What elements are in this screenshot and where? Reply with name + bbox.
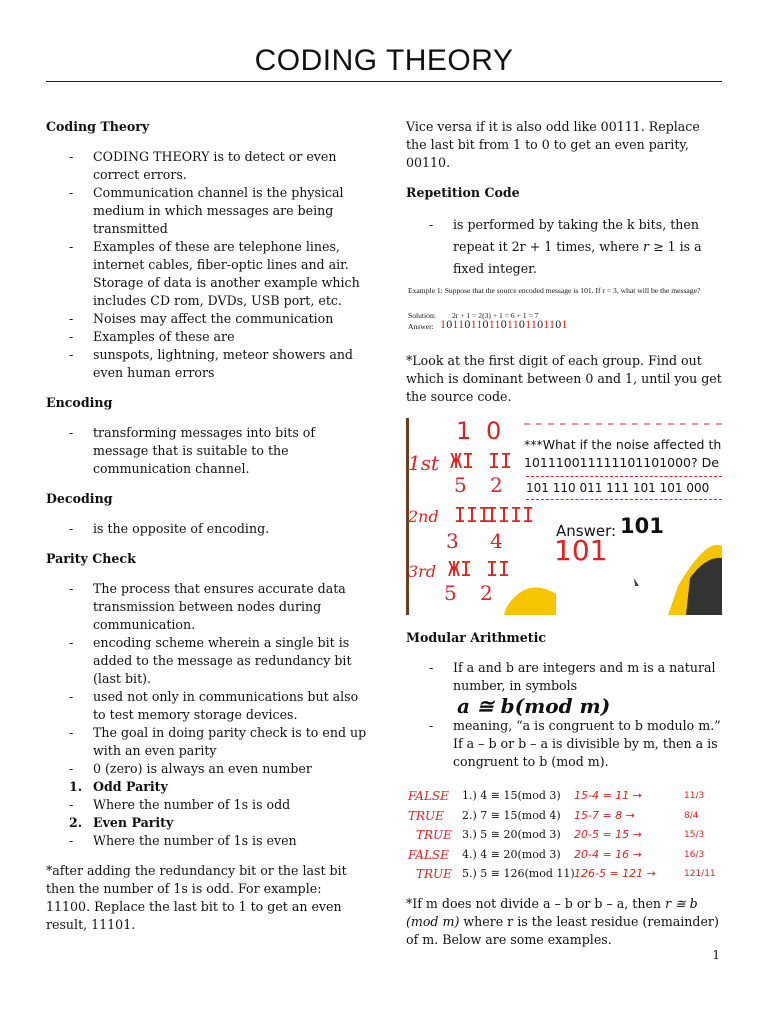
tally-3rd-0: II [486,557,511,581]
odd-parity-number: 1. [69,779,83,794]
modular-note-expr: r ≅ b (mod m) [406,896,698,929]
board-count-1st-0: 2 [490,473,503,497]
decoding-list [46,520,368,538]
parity-list [46,580,368,778]
page-title: CODING THEORY [254,44,514,77]
list-item [406,214,724,280]
list-item: - The process that ensures accurate data transmission between nodes during communication. [46,580,368,634]
answer-bit: 1 [494,317,501,331]
even-parity-item [46,814,368,832]
heading-repetition-code: Repetition Code [406,185,520,200]
row-verdict: FALSE [408,789,449,803]
answer-bit: 1 [561,317,568,331]
example-solution-text: 2r + 1 = 2(3) + 1 = 6 + 1 = 7 [452,311,539,320]
tally-1st-1: ЖI [450,449,475,473]
answer-bit: 1 [506,317,513,331]
row-expression: 5.) 5 ≅ 126(mod 11) [462,867,575,880]
yellow-shape-left [504,588,556,615]
tally-3rd-1: ЖI [448,557,473,581]
list-item: - 0 (zero) is always an even number [46,760,368,778]
odd-parity-item [46,778,368,796]
row-work: 15-4 = 11 → [574,789,642,802]
example-question: Example 1: Suppose that the source encoded message is 101. If r = 3, what will be the message? [408,286,701,295]
board-col-0: 0 [486,418,502,445]
board-row-3rd: 3rd [408,562,437,581]
list-item: - Examples of these are telephone lines, internet cables, fiber-optic lines and air. Storage of data is another example which includes CD rom, DVDs, USB port, etc. [46,238,368,310]
example-answer-label: Answer: [408,322,434,331]
answer-bit: 0 [464,317,471,331]
row-verdict: FALSE [408,847,449,862]
cursor-icon [634,578,639,586]
example-answer-bits [440,315,568,333]
page-number: 1 [712,948,720,962]
list-item: - is the opposite of encoding. [46,520,368,538]
board-answer-value: 101 [620,514,664,538]
list-item: - Examples of these are [46,328,368,346]
board-count-2nd-0: 4 [490,529,503,553]
right-column [406,118,724,961]
odd-parity-desc: - Where the number of 1s is odd [46,796,368,814]
repetition-text-b: ≥ 1 is a fixed integer. [453,239,702,276]
modular-note [406,895,724,949]
row-fraction: 16/3 [684,849,705,860]
title-rule [46,81,722,82]
modular-list-2 [406,717,724,771]
repetition-var: r [643,239,650,254]
look-note: *Look at the first digit of each group. Find out which is dominant between 0 and 1, until you get the source code. [406,353,722,404]
even-parity-label: Even Parity [93,815,174,830]
even-parity-desc: - Where the number of 1s is even [46,832,368,850]
row-verdict: TRUE [416,867,452,881]
board-hand-answer: 101 [554,534,608,567]
repetition-text-a: is performed by taking the k bits, then repeat it 2r + 1 times, where [453,217,699,254]
row-expression: 1.) 4 ≅ 15(mod 3) [462,789,561,802]
board-count-1st-1: 5 [454,473,467,497]
heading-modular-arithmetic: Modular Arithmetic [406,630,547,645]
answer-bit: 0 [555,317,562,331]
list-item: - Noises may affect the communication [46,310,368,328]
list-item: - used not only in communications but also to test memory storage devices. [46,688,368,724]
answer-bit: 1 [452,317,459,331]
modular-note-b: where r is the least residue (remainder) of m. Below are some examples. [406,914,719,947]
heading-encoding: Encoding [46,395,113,410]
row-fraction: 121/11 [684,869,716,879]
row-fraction: 8/4 [684,810,699,821]
answer-bit: 1 [440,317,447,331]
board-row-2nd: 2nd [408,507,439,526]
congruence-formula: a ≅ b(mod m) [457,694,611,718]
list-item: - meaning, “a is congruent to b modulo m.” If a – b or b – a is divisible by m, then a is congruent to b (mod m). [406,717,724,771]
odd-parity-desc-list [46,796,368,814]
board-question: ***What if the noise affected th [524,437,722,452]
board-count-3rd-0: 2 [480,581,493,605]
answer-bit: 0 [482,317,489,331]
row-verdict: TRUE [408,808,444,823]
left-column [46,118,368,946]
answer-bit: 1 [476,317,483,331]
answer-bit: 1 [525,317,531,331]
answer-bit: 1 [458,317,465,331]
board-bit-groups: 101 110 011 111 101 101 000 [526,476,722,500]
list-item: - sunspots, lightning, meteor showers and even human errors [46,346,368,382]
vice-versa-text: Vice versa if it is also odd like 00111. Replace the last bit from 1 to 0 to get an even parity, 00110. [406,119,700,170]
coding-theory-list [46,148,368,382]
modular-note-a: *If m does not divide a – b or b – a, then [406,896,666,911]
board-count-2nd-1: 3 [446,529,459,553]
even-parity-desc-list [46,832,368,850]
answer-bit: 1 [488,317,495,331]
even-parity-number: 2. [69,815,83,830]
list-item: - If a and b are integers and m is a natural number, in symbols [406,659,724,695]
row-verdict: TRUE [416,828,452,842]
board-bit-string: 101110011111101101000? De [524,455,719,470]
answer-bit: 0 [518,317,526,331]
list-item: - CODING THEORY is to detect or even correct errors. [46,148,368,184]
row-work: 126-5 = 121 → [574,867,656,880]
answer-bit: 1 [512,317,519,331]
answer-bit: 0 [537,317,544,331]
board-row-1st: 1st [408,451,440,475]
modular-examples-figure [406,783,722,885]
row-fraction: 11/3 [684,791,705,801]
answer-bit: 0 [446,317,453,331]
board-answer-label: Answer: [556,522,617,540]
example-solution-label: Solution: [408,311,436,320]
answer-bit: 1 [543,317,550,331]
modular-list [406,659,724,695]
row-fraction: 15/3 [684,830,705,840]
list-item: - encoding scheme wherein a single bit is added to the message as redundancy bit (last bit). [46,634,368,688]
board-col-1: 1 [456,418,472,445]
heading-coding-theory: Coding Theory [46,119,150,134]
row-expression: 2.) 7 ≅ 15(mod 4) [462,808,561,822]
list-item: - Communication channel is the physical medium in which messages are being transmitted [46,184,368,238]
encoding-list [46,424,368,478]
repetition-example-figure [406,286,722,338]
tally-2nd-1: III [454,503,491,527]
row-work: 20-4 = 16 → [574,847,642,861]
repetition-list [406,214,724,280]
answer-bit: 1 [530,317,538,331]
row-expression: 3.) 5 ≅ 20(mod 3) [462,828,561,841]
answer-bit: 1 [470,317,477,331]
parity-note: *after adding the redundancy bit or the last bit then the number of 1s is odd. For example: 11100. Replace the last bit to 1 to get an even result, 11101. [46,863,347,932]
heading-decoding: Decoding [46,491,113,506]
answer-bit: 1 [549,317,556,331]
board-count-3rd-1: 5 [444,581,457,605]
board-figure [406,418,722,615]
list-item: - transforming messages into bits of message that is suitable to the communication channel. [46,424,368,478]
answer-bit: 0 [500,317,507,331]
heading-parity-check: Parity Check [46,551,136,566]
row-expression: 4.) 4 ≅ 20(mod 3) [462,847,561,861]
list-item: - The goal in doing parity check is to end up with an even parity [46,724,368,760]
row-work: 15-7 = 8 → [574,808,635,822]
odd-parity-label: Odd Parity [93,779,168,794]
row-work: 20-5 = 15 → [574,828,642,841]
tally-2nd-0: IIII [486,503,535,527]
tally-1st-0: II [488,449,513,473]
